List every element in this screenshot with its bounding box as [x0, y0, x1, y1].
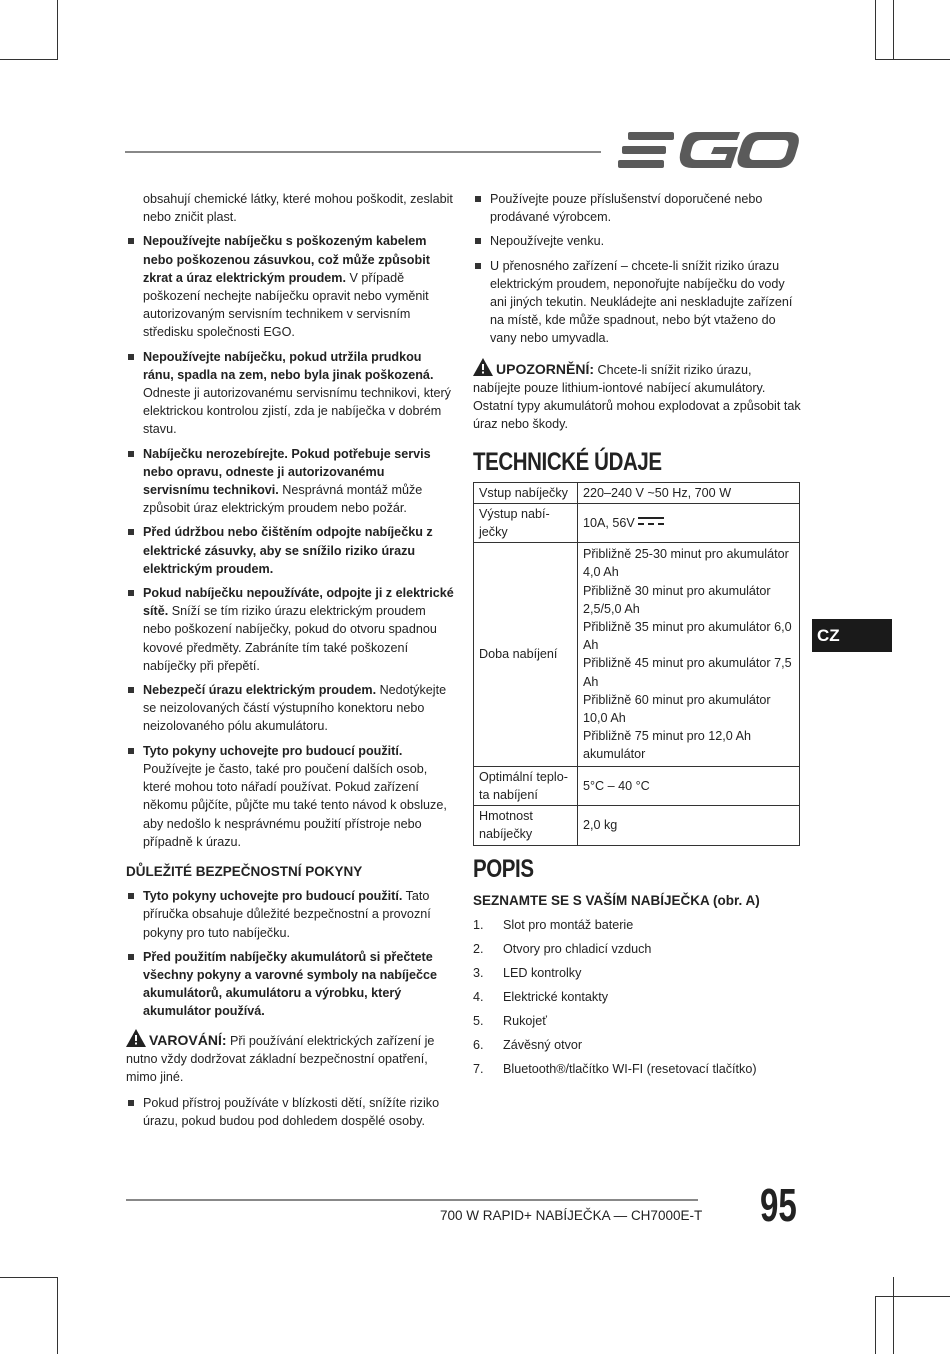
table-row	[474, 543, 800, 766]
crop-mark	[893, 1277, 894, 1354]
bullet-bold: Pokud nabíječku nepoužíváte, odpojte ji z elektrické sítě.	[143, 586, 454, 619]
parts-list	[473, 916, 801, 1078]
crop-mark	[57, 0, 58, 60]
table-row	[474, 806, 800, 845]
spec-key: Vstup nabíječky	[474, 482, 578, 503]
tech-heading: TECHNICKÉ ÚDAJE	[473, 448, 662, 477]
table-row	[474, 482, 800, 503]
item-number: 3.	[473, 965, 484, 980]
item-number: 4.	[473, 989, 484, 1004]
bullet-bold: Nebezpečí úrazu elektrickým proudem.	[143, 683, 377, 698]
list-item	[473, 1036, 801, 1054]
bullet-bold: Před údržbou nebo čištěním odpojte nabíječku z elektrické zásuvky, aby se snížilo riziko úrazu elektrickým proudem.	[143, 525, 433, 576]
bullet-bold: Nepoužívejte nabíječku s poškozeným kabelem nebo poškozenou zásuvkou, což může způsobit zkrat a úraz elektrickým proudem.	[143, 234, 430, 285]
item-text: LED kontrolky	[503, 965, 582, 980]
crop-mark	[57, 1277, 58, 1354]
page-number: 95	[760, 1179, 797, 1231]
list-item	[126, 523, 454, 578]
bullet-text: Nesprávná montáž může způsobit úraz elektrickým proudem nebo požár.	[143, 483, 423, 516]
item-text: Otvory pro chladicí vzduch	[503, 941, 652, 956]
list-item	[473, 1060, 801, 1078]
list-item	[473, 988, 801, 1006]
spec-key: Hmotnost nabíječky	[474, 806, 578, 845]
spec-value-text: 10A, 56V	[583, 515, 635, 530]
spec-line: Přibližně 35 minut pro akumulátor 6,0 Ah	[583, 620, 792, 653]
spec-value	[578, 503, 800, 542]
bullet-text: Nedotýkejte se neizolovaných částí výstupního konektoru nebo neizolovaného pólu akumulátoru.	[143, 683, 447, 734]
spec-line: Přibližně 60 minut pro akumulátor 10,0 Ah	[583, 692, 771, 726]
crop-mark	[0, 59, 58, 60]
bullet-text: V případě poškození nechejte nabíječku opravit nebo vyměnit autorizovaným servisním technikem v servisním středisku společnosti EGO.	[143, 270, 429, 340]
table-row	[474, 503, 800, 542]
spec-key: Výstup nabí-ječky	[474, 503, 578, 542]
spec-value: 220–240 V ~50 Hz, 700 W	[578, 482, 800, 503]
safety-bullets	[126, 232, 454, 851]
spec-key: Optimální teplo-ta nabíjení	[474, 766, 578, 805]
list-item: U přenosného zařízení – chcete-li snížit riziko úrazu elektrickým proudem, neponořujte nabíječku do vody ani jiných tekutin. Neukládejte ani neskladujte zařízení na místě, kde může spadnout, nebo být vtaženo do vany nebo umyvadla.	[473, 257, 801, 348]
spec-value: 2,0 kg	[578, 806, 800, 845]
list-item	[473, 916, 801, 934]
caution-text: Chcete-li snížit riziko úrazu, nabíjejte pouze lithium-iontové nabíjecí akumulátory. Ostatní typy akumulátorů mohou explodovat a způsobit tak úraz nebo škody.	[473, 362, 801, 432]
list-item	[473, 1012, 801, 1030]
caution-block	[473, 358, 801, 434]
spec-value	[578, 543, 800, 766]
list-item	[126, 681, 454, 736]
warning-title: VAROVÁNÍ:	[149, 1031, 227, 1048]
crop-mark	[875, 1296, 876, 1354]
item-number: 5.	[473, 1013, 484, 1028]
item-text: Závěsný otvor	[503, 1037, 583, 1052]
ego-logo	[618, 130, 800, 170]
header-rule	[125, 151, 601, 153]
crop-mark	[875, 0, 876, 60]
right-column	[473, 190, 801, 1084]
warning-block	[126, 1029, 454, 1087]
item-text: Rukojeť	[503, 1013, 547, 1028]
crop-mark	[893, 0, 894, 60]
spec-table	[473, 482, 800, 846]
list-item	[473, 940, 801, 958]
spec-line: Přibližně 25-30 minut pro akumulátor 4,0 Ah	[583, 547, 789, 580]
bullet-bold: Nepoužívejte nabíječku, pokud utržila prudkou ránu, spadla na zem, nebo byla jinak poškozená.	[143, 349, 434, 382]
list-item	[126, 348, 454, 439]
spec-key: Doba nabíjení	[474, 543, 578, 766]
list-item	[126, 1094, 454, 1130]
list-item: Nepoužívejte venku.	[473, 232, 801, 250]
warning-text: Při používání elektrických zařízení je nutno vždy dodržovat základní bezpečnostní opatření, mimo jiné.	[126, 1033, 435, 1084]
warning-icon	[473, 358, 493, 376]
list-item	[126, 445, 454, 518]
bullet-bold: Nabíječku nerozebírejte. Pokud potřebuje servis nebo opravu, odneste ji autorizovanému servisnímu technikovi.	[143, 446, 431, 498]
crop-mark	[875, 59, 950, 60]
warning-icon	[126, 1029, 146, 1047]
bullet-text: Pokud přístroj používáte v blízkosti dětí, snížíte riziko úrazu, pokud budou pod dohledem dospělé osoby.	[143, 1096, 440, 1129]
important-bullets	[126, 887, 454, 1020]
bullet-text: Používejte je často, také pro poučení dalších osob, které mohou toto nářadí používat. Pokud zařízení někomu půjčíte, půjčte mu také tento návod k obsluze, aby nedošlo k nesprávnému použití přístroje nebo případně k úrazu.	[143, 761, 447, 849]
intro-text: obsahují chemické látky, které mohou poškodit, zeslabit nebo zničit plast.	[143, 192, 453, 225]
list-item	[473, 964, 801, 982]
section-heading: DŮLEŽITÉ BEZPEČNOSTNÍ POKYNY	[126, 863, 363, 879]
crop-mark	[875, 1296, 950, 1297]
parts-subheading: SEZNAMTE SE S VAŠÍM NABÍJEČKA (obr. A)	[473, 892, 760, 908]
bullet-bold: Tyto pokyny uchovejte pro budoucí použití.	[143, 743, 403, 758]
table-row	[474, 766, 800, 805]
popis-heading: POPIS	[473, 854, 534, 883]
language-tab: CZ	[812, 619, 892, 652]
item-number: 6.	[473, 1037, 484, 1052]
item-text: Elektrické kontakty	[503, 989, 608, 1004]
item-text: Slot pro montáž baterie	[503, 917, 634, 932]
spec-line: Přibližně 30 minut pro akumulátor 2,5/5,0 Ah	[583, 583, 771, 616]
crop-mark	[0, 1277, 58, 1278]
item-number: 1.	[473, 917, 484, 932]
list-item	[126, 742, 454, 851]
item-text: Bluetooth®/tlačítko WI-FI (resetovací tlačítko)	[503, 1061, 757, 1076]
list-item	[126, 584, 454, 675]
list-item: Používejte pouze příslušenství doporučené nebo prodávané výrobcem.	[473, 190, 801, 226]
bullet-text: Tato příručka obsahuje důležité bezpečnostní a provozní pokyny pro tuto nabíječku.	[143, 889, 431, 940]
dc-symbol-icon	[638, 517, 664, 526]
spec-value: 5°C – 40 °C	[578, 766, 800, 805]
bullet-text: Sníží se tím riziko úrazu elektrickým proudem nebo poškození nabíječky, pokud do otvoru spadnou kovové předměty. Zabráníte tím také poškození nabíječky při přepětí.	[143, 604, 437, 673]
list-item	[126, 948, 454, 1021]
caution-title: UPOZORNĚNÍ:	[496, 360, 594, 377]
footer-text: 700 W RAPID+ NABÍJEČKA — CH7000E-T	[440, 1208, 703, 1223]
item-number: 2.	[473, 941, 484, 956]
item-number: 7.	[473, 1061, 484, 1076]
bullet-bold: Tyto pokyny uchovejte pro budoucí použití.	[143, 889, 403, 904]
footer-rule	[126, 1199, 698, 1201]
bullet-text: Odneste ji autorizovanému servisnímu technikovi, který elektrickou kontrolou zjistí, zda je nabíječka v dobrém stavu.	[143, 386, 451, 437]
bullet-bold: Před použitím nabíječky akumulátorů si přečtete všechny pokyny a varovné symboly na nabíječce akumulátorů, akumulátoru a výrobku, který akumulátor používá.	[143, 949, 437, 1019]
list-item	[126, 232, 454, 341]
spec-line: Přibližně 45 minut pro akumulátor 7,5 Ah	[583, 656, 792, 689]
list-item	[126, 887, 454, 942]
left-column	[126, 190, 454, 1137]
spec-line: Přibližně 75 minut pro 12,0 Ah akumulátor	[583, 729, 752, 762]
